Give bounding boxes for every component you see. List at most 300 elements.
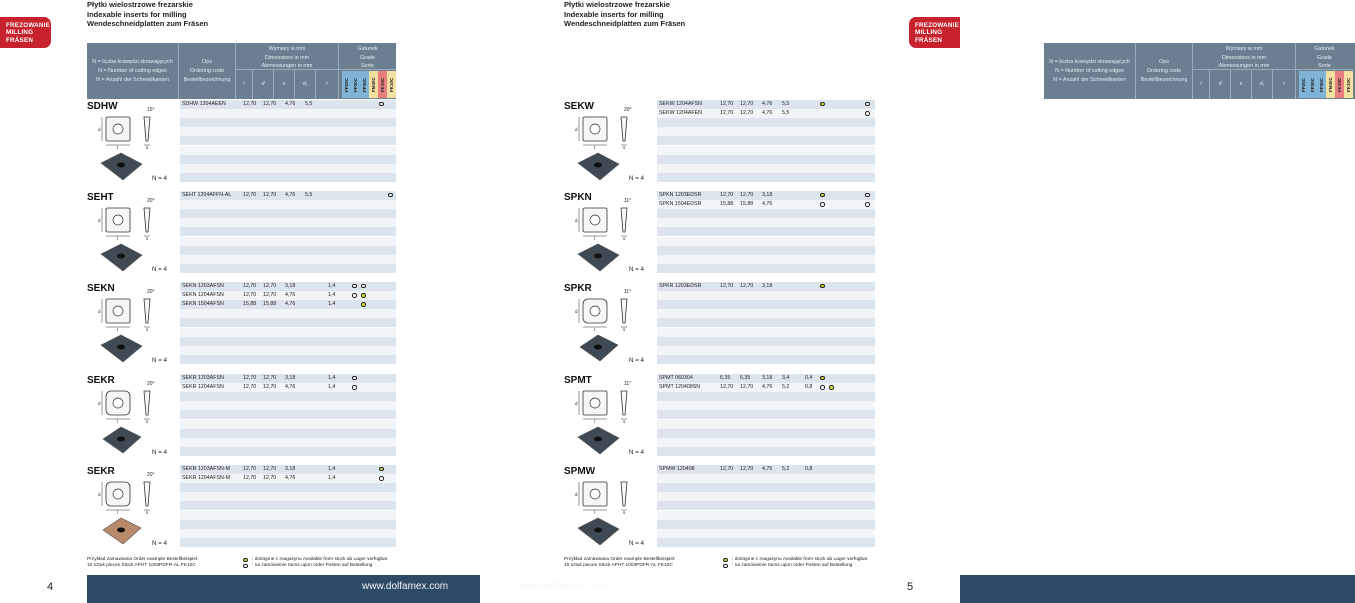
dimension-cell: 1,4: [328, 291, 336, 298]
ordering-code-cell: SPKR 1203EDSR: [659, 282, 702, 289]
drawing-label-d: d: [575, 218, 578, 223]
table-row: [180, 164, 396, 173]
cutting-edges-count: N = 4: [152, 540, 167, 547]
dimension-cell: 12,70: [720, 191, 734, 198]
header-line: Ops: [1159, 59, 1169, 65]
dimension-cell: 0,4: [805, 374, 813, 381]
table-row: [180, 155, 396, 164]
dimension-cell: 4,76: [285, 191, 296, 198]
grade-column-fp25c: FP25C: [1299, 71, 1308, 98]
insert-hole: [117, 254, 125, 259]
dimension-cell: 12,70: [263, 383, 277, 390]
drawing-label-s: s: [146, 419, 149, 424]
dimension-cell: 12,70: [740, 383, 754, 390]
on-order-dot-icon: [820, 202, 825, 207]
clearance-angle: 11°: [624, 198, 632, 204]
table-row: [180, 191, 396, 200]
drawing-label-l: l: [117, 327, 118, 332]
dimension-cell: 12,70: [263, 291, 277, 298]
in-stock-dot-icon: [379, 467, 384, 472]
header-line: Wymiary w mm: [268, 46, 306, 52]
table-row: [180, 355, 396, 364]
on-order-dot-icon: [865, 193, 870, 198]
on-order-dot-icon: [379, 476, 384, 481]
dimension-column-4: r: [316, 70, 339, 99]
table-row: [657, 109, 875, 118]
insert-hole: [594, 528, 602, 533]
dimension-cell: 4,76: [285, 291, 296, 298]
table-row: [657, 474, 875, 483]
insert-type-code: SEKR: [87, 466, 115, 477]
table-row: [657, 328, 875, 337]
insert-technical-drawing: [92, 200, 167, 240]
insert-illustration: [87, 99, 177, 190]
drawing-label-s: s: [146, 236, 149, 241]
dimension-cell: 5,2: [782, 383, 790, 390]
product-section: [480, 464, 960, 555]
table-row: [180, 200, 396, 209]
table-row: [180, 309, 396, 318]
availability-legend: : dostępne z magazynu Available from stock ab Lager verfügbar : na zamówienie Items upon order Posten auf Bestellung: [243, 557, 387, 569]
insert-technical-drawing: [569, 383, 644, 423]
insert-technical-drawing: [92, 291, 167, 331]
ordering-code-header: [179, 43, 236, 99]
table-row: [657, 227, 875, 236]
insert-type-code: SEHT: [87, 192, 114, 203]
drawing-label-d: d: [575, 492, 578, 497]
on-order-dot-icon: [723, 564, 728, 569]
grade-column-fm40c: FM40C: [1326, 71, 1335, 98]
ordering-code-cell: SEKR 1204AFSN: [182, 383, 224, 390]
table-row: [180, 492, 396, 501]
on-order-dot-icon: [379, 102, 384, 107]
insert-type-code: SDHW: [87, 101, 118, 112]
dimension-cell: 3,18: [285, 374, 296, 381]
page-title: Płytki wielostrzowe frezarskie Indexable inserts for milling Wendeschneidplatten zum Fräsen: [564, 0, 686, 28]
product-section: [0, 99, 480, 190]
insert-photo-image: [576, 516, 621, 548]
table-row: [657, 438, 875, 447]
header-line: Sorte: [361, 63, 374, 69]
table-row: [180, 291, 396, 300]
drawing-label-s: s: [146, 510, 149, 515]
drawing-label-d: d: [98, 127, 101, 132]
grade-column-fp35c: FP35C: [360, 71, 369, 98]
insert-photo-image: [576, 151, 621, 183]
table-header: [87, 43, 396, 99]
dimension-cell: 6,35: [720, 374, 731, 381]
header-line: Ordering code: [189, 68, 225, 74]
table-row: [657, 300, 875, 309]
on-order-dot-icon: [352, 376, 357, 381]
on-order-dot-icon: [352, 284, 357, 289]
insert-illustration: [87, 281, 177, 372]
product-section: [0, 373, 480, 464]
dimension-cell: 12,70: [720, 100, 734, 107]
product-section: [480, 281, 960, 372]
dimension-column-3: d₁: [295, 70, 316, 99]
table-row: [180, 438, 396, 447]
table-row: [180, 538, 396, 547]
table-row: [180, 374, 396, 383]
grade-column-fk10c: FK10C: [1344, 71, 1353, 98]
milling-badge: FREZOWANIE MILLING FRÄSEN: [0, 17, 51, 48]
dimension-cell: 15,88: [243, 300, 257, 307]
insert-technical-drawing: [569, 200, 644, 240]
dimension-column-2: s: [1231, 70, 1252, 99]
drawing-label-s: s: [146, 327, 149, 332]
dimension-cell: 3,18: [762, 191, 773, 198]
insert-illustration: [564, 281, 654, 372]
table-row: [657, 401, 875, 410]
drawing-label-s: s: [623, 236, 626, 241]
insert-hole: [594, 345, 602, 350]
grade-column-fp30c: FP30C: [1308, 71, 1317, 98]
dimension-cell: 3,18: [285, 465, 296, 472]
insert-illustration: [564, 373, 654, 464]
table-row: [657, 420, 875, 429]
clearance-angle: 11°: [624, 381, 632, 387]
table-row: [180, 209, 396, 218]
dimension-cell: 5,5: [782, 109, 790, 116]
dimension-cell: 1,4: [328, 474, 336, 481]
insert-hole: [117, 437, 125, 442]
table-row: [180, 246, 396, 255]
dimension-cell: 12,70: [243, 191, 257, 198]
dimension-cell: 4,76: [762, 109, 773, 116]
on-order-dot-icon: [243, 564, 248, 569]
page-number: 5: [907, 581, 914, 593]
grade-column-fp30c: FP30C: [351, 71, 360, 98]
dimension-cell: 4,76: [285, 100, 296, 107]
on-order-dot-icon: [865, 111, 870, 116]
table-row: [180, 127, 396, 136]
insert-type-code: SPKN: [564, 192, 592, 203]
clearance-angle: 11°: [624, 289, 632, 295]
table-row: [657, 309, 875, 318]
table-row: [657, 200, 875, 209]
table-row: [180, 237, 396, 246]
header-line: Wymiary w mm: [1225, 46, 1263, 52]
table-row: [180, 392, 396, 401]
insert-type-code: SEKN: [87, 283, 115, 294]
table-row: [180, 100, 396, 109]
table-row: [657, 392, 875, 401]
table-row: [180, 227, 396, 236]
header-line: Dimensions in mm: [264, 54, 310, 61]
table-row: [657, 246, 875, 255]
table-row: [657, 318, 875, 327]
dimension-column-0: l: [236, 70, 253, 99]
grade-column-fk10c: FK10C: [378, 71, 387, 98]
in-stock-dot-icon: [820, 376, 825, 381]
table-row: [180, 474, 396, 483]
insert-hole: [117, 345, 125, 350]
dimension-cell: 6,35: [740, 374, 751, 381]
drawing-label-l: l: [117, 145, 118, 150]
order-example: Przykład zamawiania Order example Bestellbeispiel: 10 sztuk pieces Stück APHT 1003PDFR-AL FK10C: [564, 557, 676, 568]
cutting-edges-header: [87, 43, 179, 99]
cutting-edges-count: N = 4: [629, 357, 644, 364]
product-section: [0, 281, 480, 372]
ordering-code-header: [1136, 43, 1193, 99]
order-example: Przykład zamawiania Order example Bestellbeispiel: 10 sztuk pieces Stück APHT 1003PDFR-AL FK10C: [87, 557, 199, 568]
table-row: [180, 383, 396, 392]
insert-technical-drawing: [569, 291, 644, 331]
drawing-label-s: s: [623, 510, 626, 515]
cutting-edges-count: N = 4: [629, 449, 644, 456]
drawing-label-s: s: [623, 145, 626, 150]
header-line: Grade: [360, 54, 375, 61]
insert-technical-drawing: [569, 474, 644, 514]
insert-hole: [594, 437, 602, 442]
drawing-label-l: l: [117, 510, 118, 515]
dimension-cell: 12,70: [263, 282, 277, 289]
dimension-cell: 12,70: [740, 282, 754, 289]
product-section: [0, 190, 480, 281]
table-row: [657, 429, 875, 438]
table-row: [657, 209, 875, 218]
in-stock-dot-icon: [820, 102, 825, 107]
insert-hole: [117, 163, 125, 168]
in-stock-dot-icon: [820, 193, 825, 198]
dimension-cell: 12,70: [740, 191, 754, 198]
ordering-code-cell: SEHT 1204AFFN-AL: [182, 191, 232, 198]
table-row: [657, 355, 875, 364]
table-row: [657, 410, 875, 419]
insert-illustration: [564, 99, 654, 190]
drawing-label-s: s: [146, 145, 149, 150]
on-order-dot-icon: [865, 202, 870, 207]
table-row: [180, 420, 396, 429]
dimension-column-2: s: [274, 70, 295, 99]
dimension-column-4: r: [1273, 70, 1296, 99]
insert-photo-image: [576, 242, 621, 274]
table-row: [657, 237, 875, 246]
dimension-cell: 1,4: [328, 383, 336, 390]
table-row: [180, 501, 396, 510]
dimension-cell: 12,70: [243, 465, 257, 472]
ordering-code-cell: SPMT 120408SN: [659, 383, 701, 390]
ordering-code-cell: SEKR 1203AFSN-M: [182, 465, 230, 472]
dimension-cell: 1,4: [328, 282, 336, 289]
dimension-cell: 3,4: [782, 374, 790, 381]
dimension-cell: 4,76: [762, 200, 773, 207]
header-line: N = liczba krawędzi skrawających: [92, 59, 173, 65]
table-row: [180, 529, 396, 538]
cutting-edges-count: N = 4: [152, 357, 167, 364]
dimension-cell: 1,4: [328, 374, 336, 381]
header-line: Sorte: [1318, 63, 1331, 69]
drawing-label-s: s: [623, 327, 626, 332]
table-row: [180, 173, 396, 182]
table-row: [180, 264, 396, 273]
header-line: Abmessungen in mm: [1218, 63, 1270, 69]
drawing-label-l: l: [594, 145, 595, 150]
dimension-cell: 12,70: [263, 465, 277, 472]
table-row: [657, 164, 875, 173]
insert-technical-drawing: [92, 474, 167, 514]
product-section: [480, 190, 960, 281]
in-stock-dot-icon: [361, 293, 366, 298]
table-row: [657, 447, 875, 456]
table-row: [657, 100, 875, 109]
table-row: [657, 218, 875, 227]
header-line: Bestellbezeichnung: [1140, 77, 1188, 83]
dimension-cell: 4,76: [762, 100, 773, 107]
header-line: N = Anzahl der Schneidkanten: [1053, 77, 1126, 83]
table-row: [657, 501, 875, 510]
grade-column-fp25c: FP25C: [342, 71, 351, 98]
header-line: N = Anzahl der Schneidkanten: [96, 77, 169, 83]
table-row: [180, 447, 396, 456]
dimension-cell: 0,8: [805, 383, 813, 390]
table-row: [180, 483, 396, 492]
table-row: [180, 346, 396, 355]
clearance-angle: 20°: [147, 381, 155, 387]
header-line: Grade: [1317, 54, 1332, 61]
ordering-code-cell: SEKW 1204AFEN: [659, 109, 702, 116]
drawing-label-d: d: [98, 309, 101, 314]
insert-technical-drawing: [92, 109, 167, 149]
table-row: [657, 465, 875, 474]
table-row: [180, 337, 396, 346]
table-row: [657, 118, 875, 127]
ordering-code-cell: SEKN 1203AFSN: [182, 282, 224, 289]
cutting-edges-count: N = 4: [152, 266, 167, 273]
header-line: Ordering code: [1146, 68, 1182, 74]
drawing-label-s: s: [623, 419, 626, 424]
table-row: [180, 511, 396, 520]
cutting-edges-count: N = 4: [152, 449, 167, 456]
ordering-code-cell: SEKW 1204AFSN: [659, 100, 702, 107]
grade-column-fm40c: FM40C: [369, 71, 378, 98]
dimension-cell: 4,76: [285, 383, 296, 390]
drawing-label-d: d: [575, 127, 578, 132]
header-line: Gatunek: [1314, 46, 1335, 52]
table-row: [657, 483, 875, 492]
ordering-code-cell: SEKR 1204AFSN-M: [182, 474, 230, 481]
insert-photo-image: [99, 516, 144, 548]
cutting-edges-count: N = 4: [629, 175, 644, 182]
drawing-label-l: l: [117, 236, 118, 241]
insert-type-code: SPMW: [564, 466, 596, 477]
insert-illustration: [564, 190, 654, 281]
table-row: [180, 218, 396, 227]
dimension-column-3: d₁: [1252, 70, 1273, 99]
table-row: [657, 337, 875, 346]
clearance-angle: 20°: [147, 289, 155, 295]
left-page: [0, 0, 480, 603]
in-stock-dot-icon: [723, 558, 728, 563]
in-stock-dot-icon: [829, 385, 834, 390]
table-row: [180, 300, 396, 309]
table-row: [657, 520, 875, 529]
header-line: Ops: [202, 59, 212, 65]
header-line: Bestellbezeichnung: [183, 77, 231, 83]
availability-legend: : dostępne z magazynu Available from stock ab Lager verfügbar : na zamówienie Items upon order Posten auf Bestellung: [723, 557, 867, 569]
dimension-cell: 5,5: [305, 100, 313, 107]
header-line: N = liczba krawędzi skrawających: [1049, 59, 1130, 65]
table-row: [657, 374, 875, 383]
milling-badge: FREZOWANIE MILLING FRÄSEN: [909, 17, 960, 48]
table-row: [657, 291, 875, 300]
page-number: 4: [47, 581, 54, 593]
website-link[interactable]: www.dolfamex.com: [362, 581, 449, 592]
table-row: [657, 255, 875, 264]
drawing-label-d: d: [575, 401, 578, 406]
drawing-label-d: d: [98, 401, 101, 406]
table-row: [180, 136, 396, 145]
cutting-edges-header: [1044, 43, 1136, 99]
dimension-cell: 4,76: [285, 300, 296, 307]
table-row: [180, 429, 396, 438]
insert-photo-image: [576, 333, 621, 365]
insert-hole: [594, 163, 602, 168]
dimension-cell: 12,70: [263, 374, 277, 381]
clearance-angle: 20°: [147, 198, 155, 204]
dimension-cell: 5,5: [305, 191, 313, 198]
product-section: [0, 464, 480, 555]
header-line: Abmessungen in mm: [261, 63, 313, 69]
table-header: [1044, 43, 1355, 99]
ordering-code-cell: SPKN 1203EDSR: [659, 191, 702, 198]
insert-type-code: SPKR: [564, 283, 592, 294]
dimension-cell: 12,70: [263, 474, 277, 481]
on-order-dot-icon: [820, 385, 825, 390]
ordering-code-cell: SPMT 060304: [659, 374, 693, 381]
dimension-column-0: l: [1193, 70, 1210, 99]
cutting-edges-count: N = 4: [629, 540, 644, 547]
insert-type-code: SEKW: [564, 101, 594, 112]
grade-column-fp35c: FP35C: [1317, 71, 1326, 98]
in-stock-dot-icon: [361, 302, 366, 307]
drawing-label-d: d: [98, 218, 101, 223]
website-link[interactable]: www.dolfamex.com: [520, 581, 607, 592]
insert-illustration: [87, 464, 177, 555]
table-row: [657, 282, 875, 291]
on-order-dot-icon: [352, 293, 357, 298]
dimension-cell: 12,70: [243, 374, 257, 381]
drawing-label-d: d: [575, 309, 578, 314]
grade-column-fk10c: FK10C: [387, 71, 396, 98]
dimensions-header: [236, 43, 339, 70]
dimension-cell: 12,70: [243, 100, 257, 107]
in-stock-dot-icon: [243, 558, 248, 563]
table-row: [180, 146, 396, 155]
product-section: [480, 373, 960, 464]
ordering-code-cell: SPKN 1504EDSR: [659, 200, 702, 207]
grade-header: [1296, 43, 1353, 70]
drawing-label-l: l: [117, 419, 118, 424]
dimension-cell: 12,70: [243, 291, 257, 298]
header-line: Dimensions in mm: [1221, 54, 1267, 61]
header-line: N = Number of cutting edges: [1055, 68, 1124, 74]
grade-header: [339, 43, 396, 70]
footer-bar: [960, 575, 1355, 603]
insert-photo-image: [99, 242, 144, 274]
dimension-column-1: d: [1210, 70, 1231, 99]
dimension-column-1: d: [253, 70, 274, 99]
dimension-cell: 1,4: [328, 300, 336, 307]
dimension-cell: 3,18: [762, 374, 773, 381]
insert-hole: [594, 254, 602, 259]
insert-technical-drawing: [569, 109, 644, 149]
drawing-label-d: d: [98, 492, 101, 497]
header-line: Gatunek: [357, 46, 378, 52]
insert-photo-image: [576, 425, 621, 457]
dimension-cell: 12,70: [720, 109, 734, 116]
